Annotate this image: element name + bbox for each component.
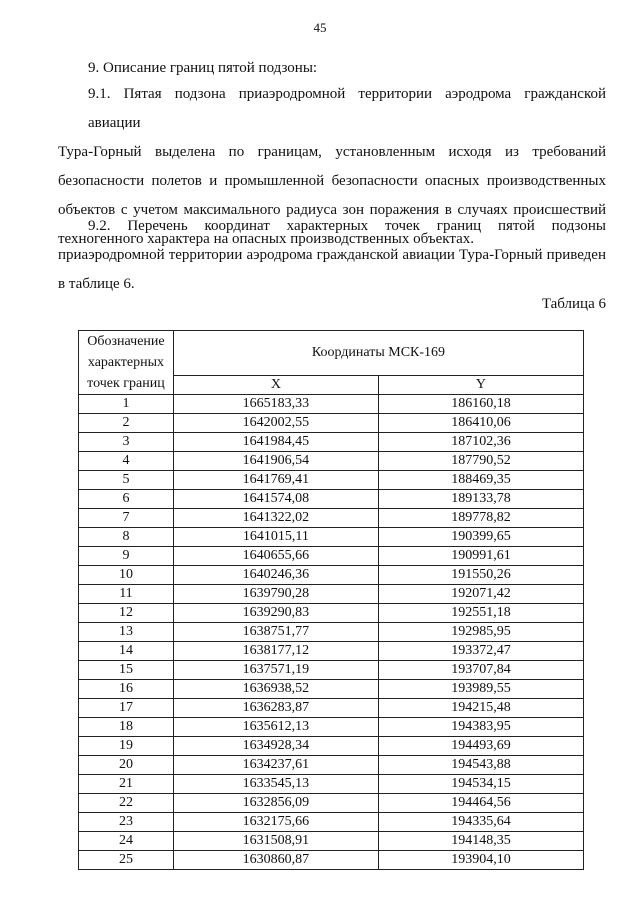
y-coordinate-cell: 192071,42 xyxy=(378,585,583,604)
x-coordinate-cell: 1641574,08 xyxy=(173,490,378,509)
point-number-cell: 24 xyxy=(79,832,174,851)
x-coordinate-cell: 1630860,87 xyxy=(173,851,378,870)
x-coordinate-cell: 1641906,54 xyxy=(173,452,378,471)
table-row xyxy=(79,585,584,604)
point-number-cell: 22 xyxy=(79,794,174,813)
y-coordinate-cell: 192551,18 xyxy=(378,604,583,623)
x-coordinate-cell: 1641769,41 xyxy=(173,471,378,490)
x-coordinate-cell: 1632175,66 xyxy=(173,813,378,832)
y-coordinate-cell: 194148,35 xyxy=(378,832,583,851)
paragraph-9-2 xyxy=(58,212,606,299)
table-row xyxy=(79,756,584,775)
y-coordinate-cell: 189133,78 xyxy=(378,490,583,509)
y-coordinate-cell: 190991,61 xyxy=(378,547,583,566)
table-row xyxy=(79,623,584,642)
x-coordinate-cell: 1636938,52 xyxy=(173,680,378,699)
paragraph-line: безопасности полетов и промышленной безопасности опасных производственных xyxy=(58,173,606,189)
point-number-cell: 19 xyxy=(79,737,174,756)
y-coordinate-cell: 194383,95 xyxy=(378,718,583,737)
y-coordinate-cell: 188469,35 xyxy=(378,471,583,490)
y-coordinate-cell: 193904,10 xyxy=(378,851,583,870)
y-coordinate-cell: 194215,48 xyxy=(378,699,583,718)
table-row xyxy=(79,547,584,566)
paragraph-line: 9.1. Пятая подзона приаэродромной территории аэродрома гражданской авиации xyxy=(88,86,606,131)
point-number-cell: 7 xyxy=(79,509,174,528)
x-coordinate-cell: 1635612,13 xyxy=(173,718,378,737)
paragraph-line: Тура-Горный выделена по границам, установленным исходя из требований xyxy=(58,144,606,160)
x-coordinate-cell: 1638177,12 xyxy=(173,642,378,661)
x-coordinate-cell: 1639290,83 xyxy=(173,604,378,623)
y-coordinate-cell: 186160,18 xyxy=(378,395,583,414)
table-row xyxy=(79,414,584,433)
point-number-cell: 9 xyxy=(79,547,174,566)
x-coordinate-cell: 1634237,61 xyxy=(173,756,378,775)
x-coordinate-cell: 1642002,55 xyxy=(173,414,378,433)
table-caption: Таблица 6 xyxy=(541,296,606,312)
y-coordinate-cell: 189778,82 xyxy=(378,509,583,528)
y-coordinate-cell: 194534,15 xyxy=(378,775,583,794)
point-number-cell: 17 xyxy=(79,699,174,718)
point-number-cell: 12 xyxy=(79,604,174,623)
coordinates-table xyxy=(78,330,584,870)
table-row xyxy=(79,509,584,528)
table-row xyxy=(79,395,584,414)
point-number-cell: 2 xyxy=(79,414,174,433)
table-row xyxy=(79,642,584,661)
x-coordinate-cell: 1633545,13 xyxy=(173,775,378,794)
point-number-cell: 11 xyxy=(79,585,174,604)
paragraph-line: приаэродромной территории аэродрома гражданской авиации Тура-Горный приведен xyxy=(58,247,606,263)
header-x: X xyxy=(173,376,378,395)
point-number-cell: 1 xyxy=(79,395,174,414)
y-coordinate-cell: 187102,36 xyxy=(378,433,583,452)
table-row xyxy=(79,490,584,509)
point-number-cell: 8 xyxy=(79,528,174,547)
y-coordinate-cell: 193989,55 xyxy=(378,680,583,699)
point-number-cell: 15 xyxy=(79,661,174,680)
table-body xyxy=(79,395,584,870)
header-point-label: Обозначение характерных точек границ xyxy=(79,331,174,395)
y-coordinate-cell: 193707,84 xyxy=(378,661,583,680)
point-number-cell: 10 xyxy=(79,566,174,585)
table-row xyxy=(79,794,584,813)
y-coordinate-cell: 193372,47 xyxy=(378,642,583,661)
table-row xyxy=(79,699,584,718)
y-coordinate-cell: 187790,52 xyxy=(378,452,583,471)
point-number-cell: 13 xyxy=(79,623,174,642)
x-coordinate-cell: 1641984,45 xyxy=(173,433,378,452)
y-coordinate-cell: 192985,95 xyxy=(378,623,583,642)
point-number-cell: 5 xyxy=(79,471,174,490)
y-coordinate-cell: 194335,64 xyxy=(378,813,583,832)
section-heading: 9. Описание границ пятой подзоны: xyxy=(88,60,318,76)
y-coordinate-cell: 194464,56 xyxy=(378,794,583,813)
table-row xyxy=(79,737,584,756)
table-row xyxy=(79,661,584,680)
x-coordinate-cell: 1638751,77 xyxy=(173,623,378,642)
point-number-cell: 25 xyxy=(79,851,174,870)
y-coordinate-cell: 190399,65 xyxy=(378,528,583,547)
table-row xyxy=(79,528,584,547)
x-coordinate-cell: 1631508,91 xyxy=(173,832,378,851)
table-row xyxy=(79,471,584,490)
x-coordinate-cell: 1634928,34 xyxy=(173,737,378,756)
x-coordinate-cell: 1639790,28 xyxy=(173,585,378,604)
point-number-cell: 14 xyxy=(79,642,174,661)
y-coordinate-cell: 194493,69 xyxy=(378,737,583,756)
table-row xyxy=(79,680,584,699)
point-number-cell: 18 xyxy=(79,718,174,737)
table-row xyxy=(79,851,584,870)
x-coordinate-cell: 1640655,66 xyxy=(173,547,378,566)
point-number-cell: 4 xyxy=(79,452,174,471)
x-coordinate-cell: 1637571,19 xyxy=(173,661,378,680)
y-coordinate-cell: 194543,88 xyxy=(378,756,583,775)
y-coordinate-cell: 186410,06 xyxy=(378,414,583,433)
page-number: 45 xyxy=(313,20,327,35)
table-row xyxy=(79,604,584,623)
table-row xyxy=(79,433,584,452)
x-coordinate-cell: 1665183,33 xyxy=(173,395,378,414)
paragraph-line: объектов с учетом максимального радиуса зон поражения в случаях происшествий xyxy=(58,202,606,218)
point-number-cell: 16 xyxy=(79,680,174,699)
point-number-cell: 23 xyxy=(79,813,174,832)
point-number-cell: 20 xyxy=(79,756,174,775)
x-coordinate-cell: 1641015,11 xyxy=(173,528,378,547)
point-number-cell: 3 xyxy=(79,433,174,452)
y-coordinate-cell: 191550,26 xyxy=(378,566,583,585)
table-row xyxy=(79,775,584,794)
x-coordinate-cell: 1641322,02 xyxy=(173,509,378,528)
paragraph-line: в таблице 6. xyxy=(58,276,135,292)
table-row xyxy=(79,566,584,585)
x-coordinate-cell: 1636283,87 xyxy=(173,699,378,718)
point-number-cell: 21 xyxy=(79,775,174,794)
paragraph-line: техногенного характера на опасных производственных объектах. xyxy=(58,231,475,247)
table-row xyxy=(79,718,584,737)
point-number-cell: 6 xyxy=(79,490,174,509)
table-row xyxy=(79,832,584,851)
paragraph-line: 9.2. Перечень координат характерных точек границ пятой подзоны xyxy=(88,218,606,234)
header-y: Y xyxy=(378,376,583,395)
header-coordinates-group: Координаты МСК-169 xyxy=(173,331,583,376)
table-row xyxy=(79,813,584,832)
x-coordinate-cell: 1632856,09 xyxy=(173,794,378,813)
x-coordinate-cell: 1640246,36 xyxy=(173,566,378,585)
table-row xyxy=(79,452,584,471)
